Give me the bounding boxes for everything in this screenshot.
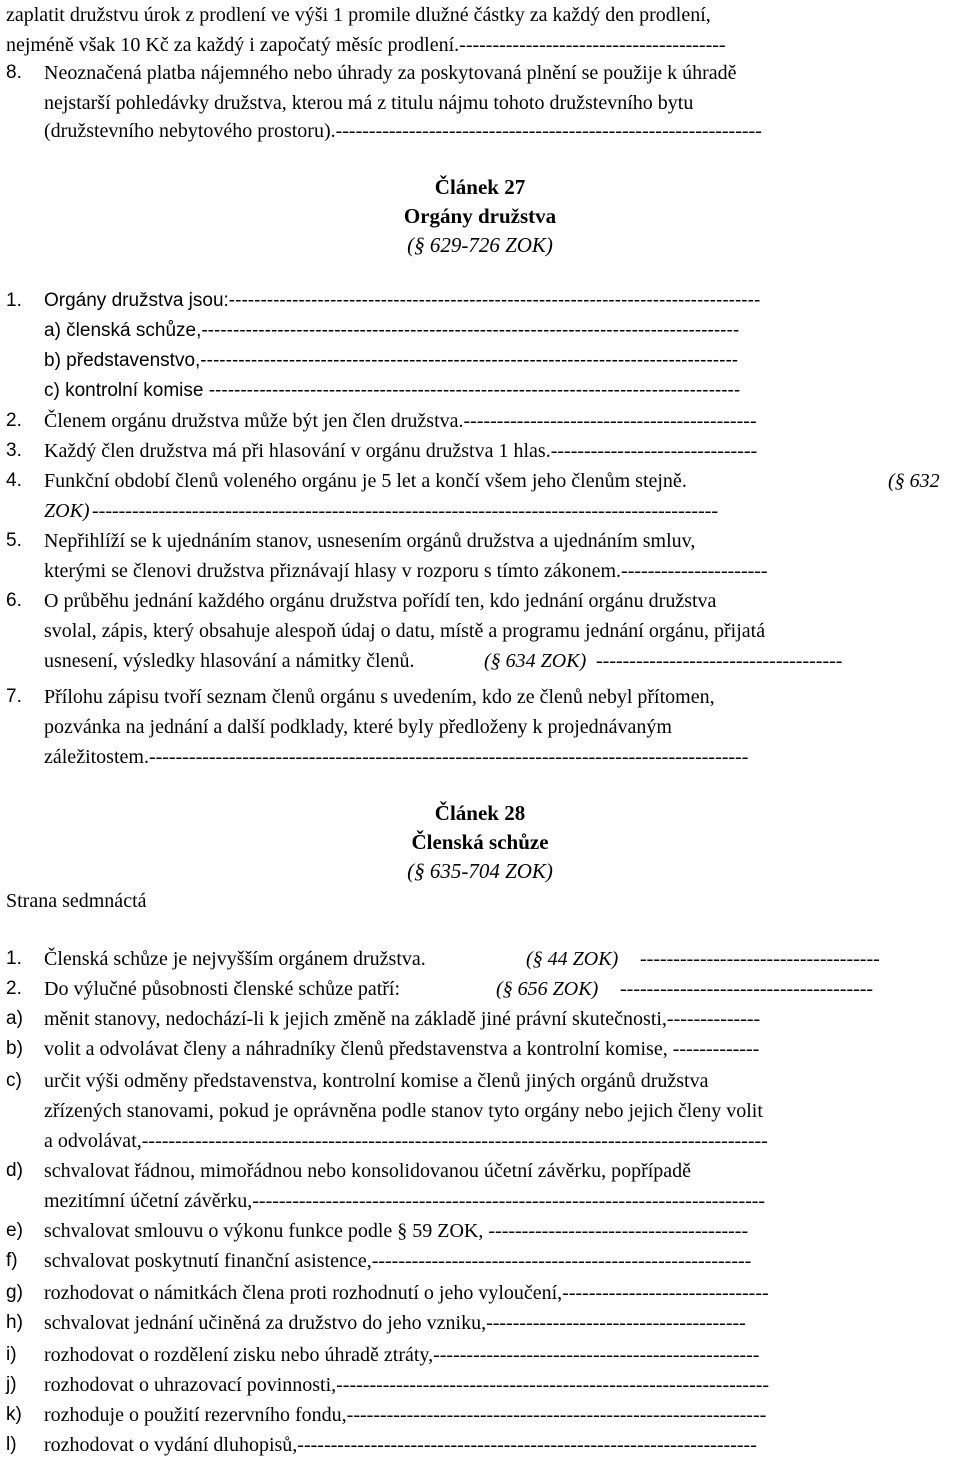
sub-item-text: c) kontrolní komise ------------------------------------------------------------------------------------ <box>44 380 741 401</box>
list-item <box>0 682 960 712</box>
sub-item <box>0 1370 960 1400</box>
paragraph-text: Členská schůze je nejvyšším orgánem družstva. <box>44 948 426 970</box>
text-line <box>0 1126 960 1156</box>
page-footer <box>0 886 960 916</box>
sub-item-text: b) představenstvo,------------------------------------------------------------------------------------- <box>44 350 739 371</box>
list-item <box>0 974 960 1004</box>
sub-item-key: b) <box>6 1038 23 1059</box>
paragraph-text: záležitostem.------------------------------------------------------------------------------------------ <box>44 746 749 768</box>
sub-item-text: mezitímní účetní závěrku,----------------------------------------------------------------------------- <box>44 1190 766 1212</box>
sub-item <box>0 1308 960 1338</box>
text-line <box>0 742 960 772</box>
list-item <box>0 526 960 556</box>
item-number: 1. <box>6 290 22 311</box>
item-number: 3. <box>6 440 22 461</box>
paragraph-text: usnesení, výsledky hlasování a námitky členů. <box>44 650 415 672</box>
sub-item-text: rozhoduje o použití rezervního fondu,--------------------------------------------------------------- <box>44 1404 767 1426</box>
sub-item-key: a) <box>6 1008 23 1029</box>
sub-item-text: schvalovat smlouvu o výkonu funkce podle § 59 ZOK, --------------------------------------- <box>44 1220 749 1242</box>
text-line <box>0 712 960 742</box>
text-line <box>0 1096 960 1126</box>
page-label: Strana sedmnáctá <box>6 890 147 912</box>
sub-item <box>0 346 960 376</box>
paragraph-text: svolal, zápis, který obsahuje alespoň údaj o datu, místě a programu jednání orgánu, přijatá <box>44 620 766 642</box>
text-line <box>0 556 960 586</box>
text-line <box>0 646 960 676</box>
sub-item <box>0 1246 960 1276</box>
sub-item-key: k) <box>6 1404 22 1425</box>
item-number: 2. <box>6 978 22 999</box>
text-line <box>0 30 960 60</box>
sub-item-text: schvalovat poskytnutí finanční asistence,--------------------------------------------------------- <box>44 1250 752 1272</box>
article-reference: (§ 635-704 ZOK) <box>407 859 553 883</box>
paragraph-text: kterými se členovi družstva přiznávají hlasy v rozporu s tímto zákonem.---------------------- <box>44 560 768 582</box>
paragraph-text: Do výlučné působnosti členské schůze patří: <box>44 978 401 1000</box>
sub-item-key: g) <box>6 1282 23 1303</box>
item-number: 6. <box>6 590 22 611</box>
text-line <box>0 0 960 30</box>
sub-item <box>0 1278 960 1308</box>
sub-item-text: a odvolávat,---------------------------------------------------------------------------------------------- <box>44 1130 768 1152</box>
law-reference: (§ 44 ZOK) <box>526 948 619 970</box>
paragraph-text: zaplatit družstvu úrok z prodlení ve výši 1 promile dlužné částky za každý den prodlení, <box>6 4 711 26</box>
paragraph-text: nejstarší pohledávky družstva, kterou má z titulu nájmu tohoto družstevního bytu <box>44 92 694 114</box>
sub-item <box>0 1004 960 1034</box>
sub-item-key: f) <box>6 1250 18 1271</box>
sub-item <box>0 1034 960 1064</box>
item-number: 5. <box>6 530 22 551</box>
sub-item-key: h) <box>6 1312 23 1333</box>
sub-item-key: i) <box>6 1344 17 1365</box>
sub-item <box>0 1400 960 1430</box>
article-title: Článek 27 <box>434 175 526 199</box>
sub-item-key: d) <box>6 1160 23 1181</box>
list-item <box>0 58 960 88</box>
item-number: 2. <box>6 410 22 431</box>
sub-item <box>0 1216 960 1246</box>
paragraph-text: Orgány družstva jsou:------------------------------------------------------------------------------------ <box>44 290 761 311</box>
article-heading: Členská schůze <box>411 830 549 854</box>
sub-item-text: rozhodovat o uhrazovací povinnosti,----------------------------------------------------------------- <box>44 1374 770 1396</box>
sub-item <box>0 316 960 346</box>
item-number: 8. <box>6 62 22 83</box>
paragraph-text: Každý člen družstva má při hlasování v orgánu družstva 1 hlas.------------------------------- <box>44 440 758 462</box>
article-title: Článek 28 <box>434 801 526 825</box>
law-reference: (§ 632 <box>888 470 940 492</box>
dash-filler: ------------------------------------ <box>640 948 880 970</box>
paragraph-text: pozvánka na jednání a další podklady, které byly předloženy k projednávaným <box>44 716 672 738</box>
sub-item-text: rozhodovat o vydání dluhopisů,--------------------------------------------------------------------- <box>44 1434 757 1456</box>
text-line <box>0 1186 960 1216</box>
sub-item-key: e) <box>6 1220 23 1241</box>
paragraph-text: Nepřihlíží se k ujednáním stanov, usnesením orgánů družstva a ujednáním smluv, <box>44 530 696 552</box>
item-number: 4. <box>6 470 22 491</box>
dash-filler: ------------------------------------- <box>596 650 843 672</box>
sub-item-text: schvalovat řádnou, mimořádnou nebo konsolidovanou účetní závěrku, popřípadě <box>44 1160 692 1182</box>
sub-item-text: volit a odvolávat členy a náhradníky členů představenstva a kontrolní komise, ------------- <box>44 1038 760 1060</box>
sub-item-text: rozhodovat o námitkách člena proti rozhodnutí o jeho vyloučení,------------------------------- <box>44 1282 769 1304</box>
sub-item-text: rozhodovat o rozdělení zisku nebo úhradě ztráty,------------------------------------------------- <box>44 1344 760 1366</box>
sub-item-key: j) <box>6 1374 17 1395</box>
paragraph-text: Přílohu zápisu tvoří seznam členů orgánu s uvedením, kdo ze členů nebyl přítomen, <box>44 686 715 708</box>
list-item <box>0 466 960 496</box>
sub-item-text: a) členská schůze,------------------------------------------------------------------------------------- <box>44 320 740 341</box>
law-reference: (§ 634 ZOK) <box>484 650 587 672</box>
paragraph-text: O průběhu jednání každého orgánu družstva pořídí ten, kdo jednání orgánu družstva <box>44 590 717 612</box>
sub-item-text: měnit stanovy, nedochází-li k jejich změně na základě jiné právní skutečnosti,-------------- <box>44 1008 761 1030</box>
sub-item <box>0 1340 960 1370</box>
paragraph-text: Funkční období členů voleného orgánu je 5 let a končí všem jeho členům stejně. <box>44 470 687 492</box>
item-number: 7. <box>6 686 22 707</box>
text-line <box>0 616 960 646</box>
item-number: 1. <box>6 948 22 969</box>
text-line <box>0 88 960 118</box>
sub-item-text: schvalovat jednání učiněná za družstvo do jeho vzniku,--------------------------------------- <box>44 1312 746 1334</box>
list-item <box>0 286 960 316</box>
paragraph-text: Neoznačená platba nájemného nebo úhrady za poskytovaná plnění se použije k úhradě <box>44 62 737 84</box>
sub-item <box>0 1430 960 1460</box>
sub-item-key: c) <box>6 1070 22 1091</box>
list-item <box>0 586 960 616</box>
list-item <box>0 944 960 974</box>
dash-filler: ---------------------------------------------------------------------------------------------- <box>92 500 719 522</box>
sub-item-text: zřízených stanovami, pokud je oprávněna podle stanov tyto orgány nebo jejich členy volit <box>44 1100 763 1122</box>
paragraph-text: nejméně však 10 Kč za každý i započatý měsíc prodlení.---------------------------------------- <box>6 34 726 56</box>
list-item <box>0 406 960 436</box>
law-reference: ZOK) <box>44 500 90 522</box>
sub-item-text: určit výši odměny představenstva, kontrolní komise a členů jiných orgánů družstva <box>44 1070 709 1092</box>
text-line <box>0 496 960 526</box>
law-reference: (§ 656 ZOK) <box>496 978 599 1000</box>
paragraph-text: Členem orgánu družstva může být jen člen družstva.-------------------------------------------- <box>44 410 757 432</box>
sub-item <box>0 1066 960 1096</box>
sub-item <box>0 376 960 406</box>
article-reference: (§ 629-726 ZOK) <box>407 233 553 257</box>
sub-item <box>0 1156 960 1186</box>
list-item <box>0 436 960 466</box>
text-line <box>0 116 960 146</box>
sub-item-key: l) <box>6 1434 17 1455</box>
dash-filler: -------------------------------------- <box>620 978 874 1000</box>
article-heading: Orgány družstva <box>403 204 557 228</box>
paragraph-text: (družstevního nebytového prostoru).---------------------------------------------------------------- <box>44 120 762 142</box>
